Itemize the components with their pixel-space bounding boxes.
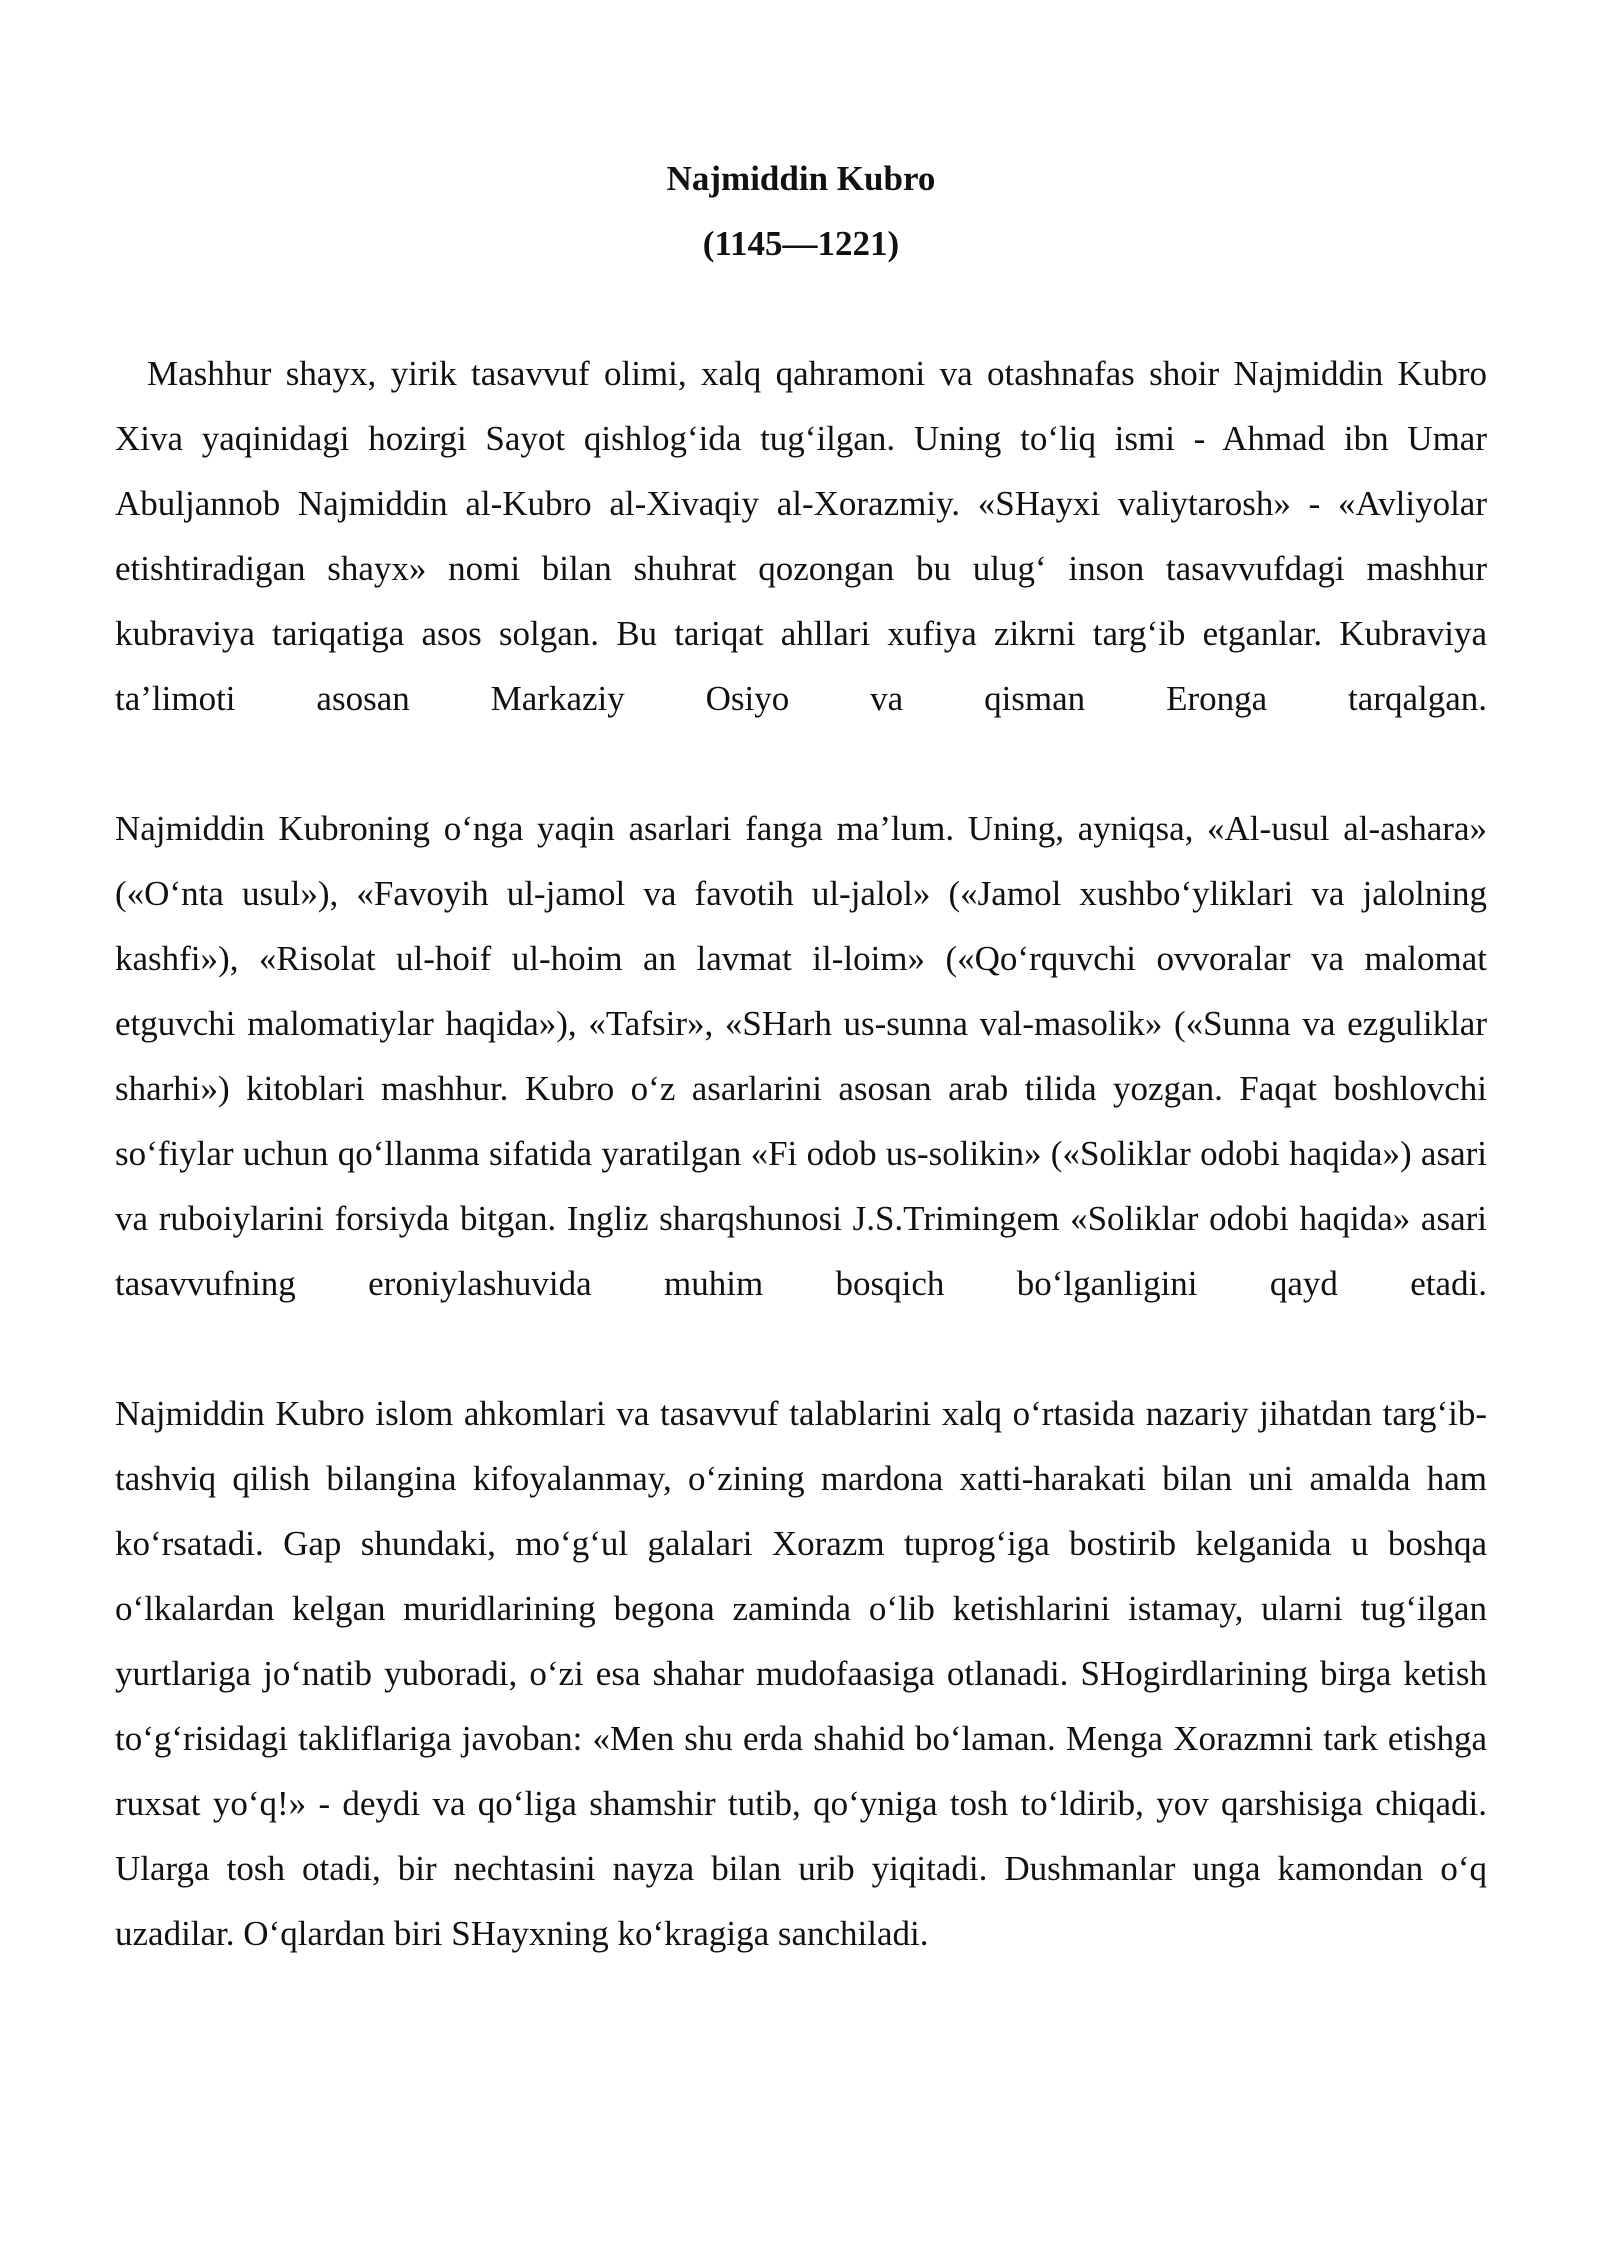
paragraph-biography: Mashhur shayx, yirik tasavvuf olimi, xalq qahramoni va otashnafas shoir Najmiddin Kubro Xiva yaqinidagi hozirgi Sayot qishlog‘ida tug‘ilgan. Uning to‘liq ismi - Ahmad ibn Umar Abuljannob Najmiddin al-Kubro al-Xivaqiy al-Xorazmiy. «SHayxi valiytarosh» - «Avliyolar etishtiradigan shayx» nomi bilan shuhrat qozongan bu ulug‘ inson tasavvufdagi mashhur kubraviya tariqatiga asos solgan. Bu tariqat ahllari xufiya zikrni targ‘ib etganlar. Kubraviya ta’limoti asosan Markaziy Osiyo va qisman Eronga tarqalgan.: [115, 354, 1487, 718]
document-page: [115, 146, 1487, 1966]
document-years: (1145—1221): [702, 224, 900, 263]
paragraph-defense: Najmiddin Kubro islom ahkomlari va tasavvuf talablarini xalq o‘rtasida nazariy jihatdan targ‘ib-tashviq qilish bilangina kifoyalanmay, o‘zining mardona xatti-harakati bilan uni amalda ham ko‘rsatadi. Gap shundaki, mo‘g‘ul galalari Xorazm tuprog‘iga bostirib kelganida u boshqa o‘lkalardan kelgan muridlarining begona zaminda o‘lib ketishlarini istamay, ularni tug‘ilgan yurtlariga jo‘natib yuboradi, o‘zi esa shahar mudofaasiga otlanadi. SHogirdlarining birga ketish to‘g‘risidagi takliflariga javoban: «Men shu erda shahid bo‘laman. Menga Xorazmni tark etishga ruxsat yo‘q!» - deydi va qo‘liga shamshir tutib, qo‘yniga tosh to‘ldirib, yov qarshisiga chiqadi. Ularga tosh otadi, bir nechtasini nayza bilan urib yiqitadi. Dushmanlar unga kamondan o‘q uzadilar. O‘qlardan biri SHayxning ko‘kragiga sanchiladi.: [115, 1394, 1487, 1953]
paragraph-works: Najmiddin Kubroning o‘nga yaqin asarlari fanga ma’lum. Uning, ayniqsa, «Al-usul al-ashara» («O‘nta usul»), «Favoyih ul-jamol va favotih ul-jalol» («Jamol xushbo‘yliklari va jalolning kashfi»), «Risolat ul-hoif ul-hoim an lavmat il-loim» («Qo‘rquvchi ovvoralar va malomat etguvchi malomatiylar haqida»), «Tafsir», «SHarh us-sunna val-masolik» («Sunna va ezguliklar sharhi») kitoblari mashhur. Kubro o‘z asarlarini asosan arab tilida yozgan. Faqat boshlovchi so‘fiylar uchun qo‘llanma sifatida yaratilgan «Fi odob us-solikin» («Soliklar odobi haqida») asari va ruboiylarini forsiyda bitgan. Ingliz sharqshunosi J.S.Trimingem «Soliklar odobi haqida» asari tasavvufning eroniylashuvida muhim bosqich bo‘lganligini qayd etadi.: [115, 809, 1487, 1303]
document-title: Najmiddin Kubro: [666, 159, 936, 198]
